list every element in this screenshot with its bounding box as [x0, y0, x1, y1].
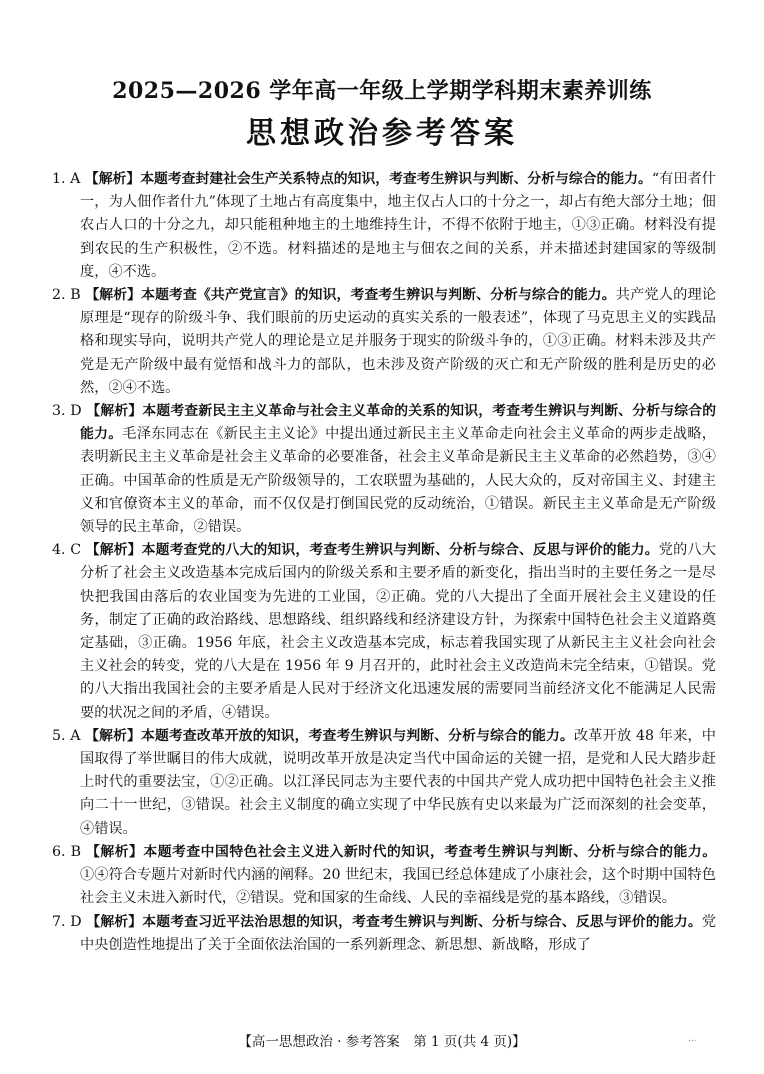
answer-item-1 [52, 168, 716, 284]
answer-list [52, 168, 716, 957]
answer-number: 7. D [52, 913, 87, 930]
answer-lead: 【解析】本题考查党的八大的知识，考查考生辨识与判断、分析与综合、反思与评价的能力。 [85, 542, 659, 559]
corner-mark: ... [688, 1034, 697, 1044]
answer-lead: 【解析】本题考查改革开放的知识，考查考生辨识与判断、分析与综合的能力。 [85, 727, 574, 744]
answer-number: 1. A [52, 171, 85, 187]
answer-item-3 [52, 400, 716, 539]
page-footer: 【高一思想政治 · 参考答案 第 1 页(共 4 页)】 [238, 1034, 526, 1050]
answer-text: 改革开放 48 年来，中国取得了举世瞩目的伟大成就，说明改革开放是决定当代中国命运的关键一招，是党和人民大踏步赶上时代的重要法宝，①②正确。以江泽民同志为主要代表的中国共产党人成功把中国特色社会主义推向二十一世纪，③错误。社会主义制度的确立实现了中华民族有史以来最为广泛而深刻的社会变革，④错误。 [80, 727, 716, 837]
answer-lead: 【解析】本题考查封建社会生产关系特点的知识，考查考生辨识与判断、分析与综合的能力。 [84, 171, 652, 187]
answer-number: 4. C [52, 542, 86, 559]
answer-lead: 【解析】本题考查新民主主义革命与社会主义革命的关系的知识，考查考生辨识与判断、分析与综合的能力。 [80, 403, 717, 443]
answer-lead: 【解析】本题考查习近平法治思想的知识，考查考生辨识与判断、分析与综合、反思与评价的能力。 [86, 913, 702, 930]
document-title: 思想政治参考答案 [246, 116, 518, 151]
answer-number: 5. A [52, 727, 86, 744]
answer-text: ①④符合专题片对新时代内涵的阐释。20 世纪末，我国已经总体建成了小康社会，这个时期中国特色社会主义未进入新时代，②错误。党和国家的生命线、人民的幸福线是党的基本路线，③错误。 [80, 867, 716, 907]
answer-number: 3. D [52, 403, 87, 420]
answer-text: 毛泽东同志在《新民主主义论》中提出通过新民主主义革命走向社会主义革命的两步走战略，表明新民主主义革命是社会主义革命的必要准备，社会主义革命是新民主主义革命的必然趋势，③④正确。中国革命的性质是无产阶级领导的，工农联盟为基础的，人民大众的，反对帝国主义、封建主义和官僚资本主义的革命，而不仅仅是打倒国民党的反动统治，①错误。新民主主义革命是无产阶级领导的民主革命，②错误。 [80, 426, 716, 536]
answer-item-5 [52, 725, 716, 841]
answer-text: “有田者什一，为人佃作者什九”体现了土地占有高度集中，地主仅占人口的十分之一，却占有绝大部分土地；佃农占人口的十分之九，却只能租种地主的土地维持生计，不得不依附于地主，①③正确。材料没有提到农民的生产积极性，②不选。材料描述的是地主与佃农之间的关系，并未描述封建国家的等级制度，④不选。 [80, 171, 716, 280]
answer-text: 党中央创造性地提出了关于全面依法治国的一系列新理念、新思想、新战略，形成了 [80, 913, 717, 953]
answer-item-7 [52, 911, 716, 957]
answer-item-6 [52, 841, 716, 911]
answer-lead: 【解析】本题考查中国特色社会主义进入新时代的知识，考查考生辨识与判断、分析与综合的能力。 [86, 843, 716, 860]
answer-item-2 [52, 284, 716, 400]
answer-number: 2. B [52, 287, 86, 304]
answer-item-4 [52, 539, 716, 725]
answer-text: 党的八大分析了社会主义改造基本完成后国内的阶级关系和主要矛盾的新变化，指出当时的主要任务之一是尽快把我国由落后的农业国变为先进的工业国，②正确。党的八大提出了全面开展社会主义建设的任务，制定了正确的政治路线、思想路线、组织路线和经济建设方针，为探索中国特色社会主义道路奠定基础，③正确。1956 年底，社会主义改造基本完成，标志着我国实现了从新民主主义社会向社会主义社会的转变，党的八大是在 1956 年 9 月召开的，此时社会主义改造尚未完全结束，①错误。党的八大指出我国社会的主要矛盾是人民对于经济文化迅速发展的需要同当前经济文化不能满足人民需要的状况之间的矛盾，④错误。 [80, 542, 716, 721]
answer-lead: 【解析】本题考查《共产党宣言》的知识，考查考生辨识与判断、分析与综合的能力。 [85, 287, 616, 304]
answer-number: 6. B [52, 843, 87, 860]
answer-text: 共产党人的理论原理是“现存的阶级斗争、我们眼前的历史运动的真实关系的一般表述”，体现了马克思主义的实践品格和现实导向，说明共产党人的理论是立足并服务于现实的阶级斗争的，①③正确。材料未涉及共产党是无产阶级中最有觉悟和战斗力的部队，也未涉及资产阶级的灭亡和无产阶级的胜利是历史的必然，②④不选。 [80, 287, 716, 396]
exam-title: 2025—2026 学年高一年级上学期学科期末素养训练 [112, 78, 652, 104]
